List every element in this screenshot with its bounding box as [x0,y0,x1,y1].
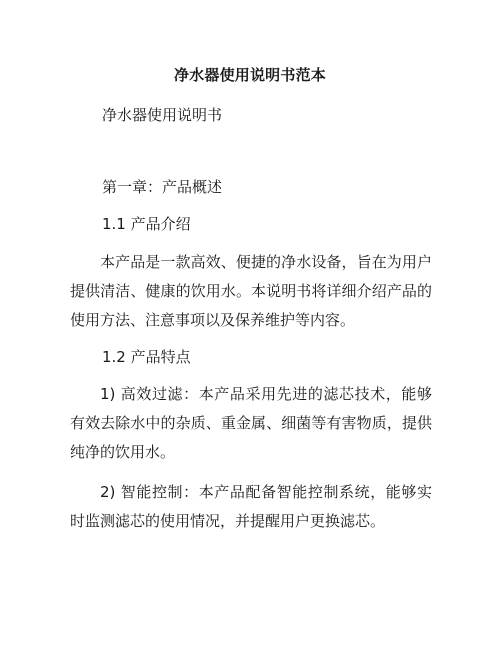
chapter-1-heading: 第一章：产品概述 [102,178,223,196]
feature-1-paragraph: 1) 高效过滤：本产品采用先进的滤芯技术，能够有效去除水中的杂质、重金属、细菌等有害物质，提供纯净的饮用水。 [70,385,432,461]
section-1-1-heading: 1.1 产品介绍 [102,215,191,233]
feature-2-paragraph: 2) 智能控制：本产品配备智能控制系统，能够实时监测滤芯的使用情况，并提醒用户更换滤芯。 [70,483,432,530]
document-title: 净水器使用说明书范本 [173,66,326,84]
section-1-1-paragraph: 本产品是一款高效、便捷的净水设备，旨在为用户提供清洁、健康的饮用水。本说明书将详细介绍产品的使用方法、注意事项以及保养维护等内容。 [70,253,432,329]
section-1-2-heading: 1.2 产品特点 [102,348,191,366]
document-subtitle: 净水器使用说明书 [102,106,223,124]
